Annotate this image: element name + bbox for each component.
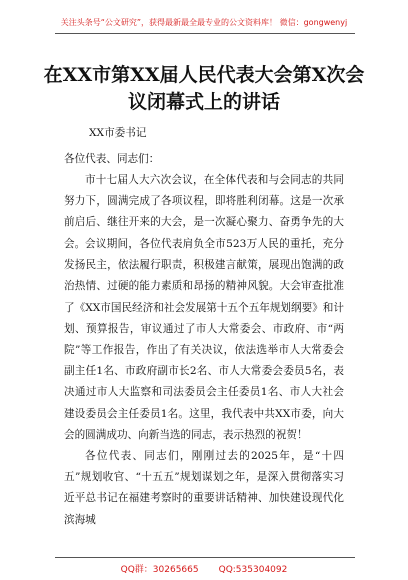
- header-rule: [55, 33, 355, 34]
- footer-contact: [0, 562, 408, 575]
- header-banner: 关注头条号“公文研究”，获得最新最全最专业的公文资料库！ 微信：gongwenyj: [60, 18, 348, 27]
- paragraph-1: 市十七届人大六次会议，在全体代表和与会同志的共同努力下，圆满完成了各项议程，即将胜利闭幕。这是一次承前启后、继往开来的大会，是一次凝心聚力、奋勇争先的大会。: [64, 174, 344, 250]
- paragraph-3: 各位代表、同志们，刚刚过去的2025年，是“十四五”规划收官、“十五五”规划谋划之年，是深入贯彻落实习近平总书记在福建考察时的重要讲话精神、加快建设现代化滨海城: [64, 450, 344, 526]
- qq-text: QQ:535304092: [218, 565, 288, 575]
- qq-group-text: QQ群：30265665: [120, 565, 199, 575]
- document-title: [40, 62, 368, 116]
- byline: XX市委书记: [89, 127, 147, 139]
- salutation: 各位代表、同志们：: [64, 153, 160, 165]
- footer-rule: [55, 557, 355, 558]
- title-line-1: 在XX市第XX届人民代表大会第X次会: [43, 64, 365, 86]
- title-line-2: 议闭幕式上的讲话: [127, 91, 280, 113]
- paragraph-2: 会议期间，各位代表肩负全市523万人民的重托，充分发扬民主，依法履行职责，积极建言献策，展现出饱满的政治热情、过硬的能力素质和昂扬的精神风貌。大会审查批准了《XX市国民经济和社会发展第十五个五年规划纲要》和计划、预算报告，审议通过了市人大常委会、市政府、市“两院”等工作报告，作出了有关决议，依法选举市人大常委会副主任1名、市政府副市长2名、市人大常委会委员5名，表决通过市人大监察和司法委员会主任委员1名、市人大社会建设委员会主任委员1名。这里，我代表中共XX市委，向大会的圆满成功、向新当选的同志，表示热烈的祝贺！: [64, 238, 344, 441]
